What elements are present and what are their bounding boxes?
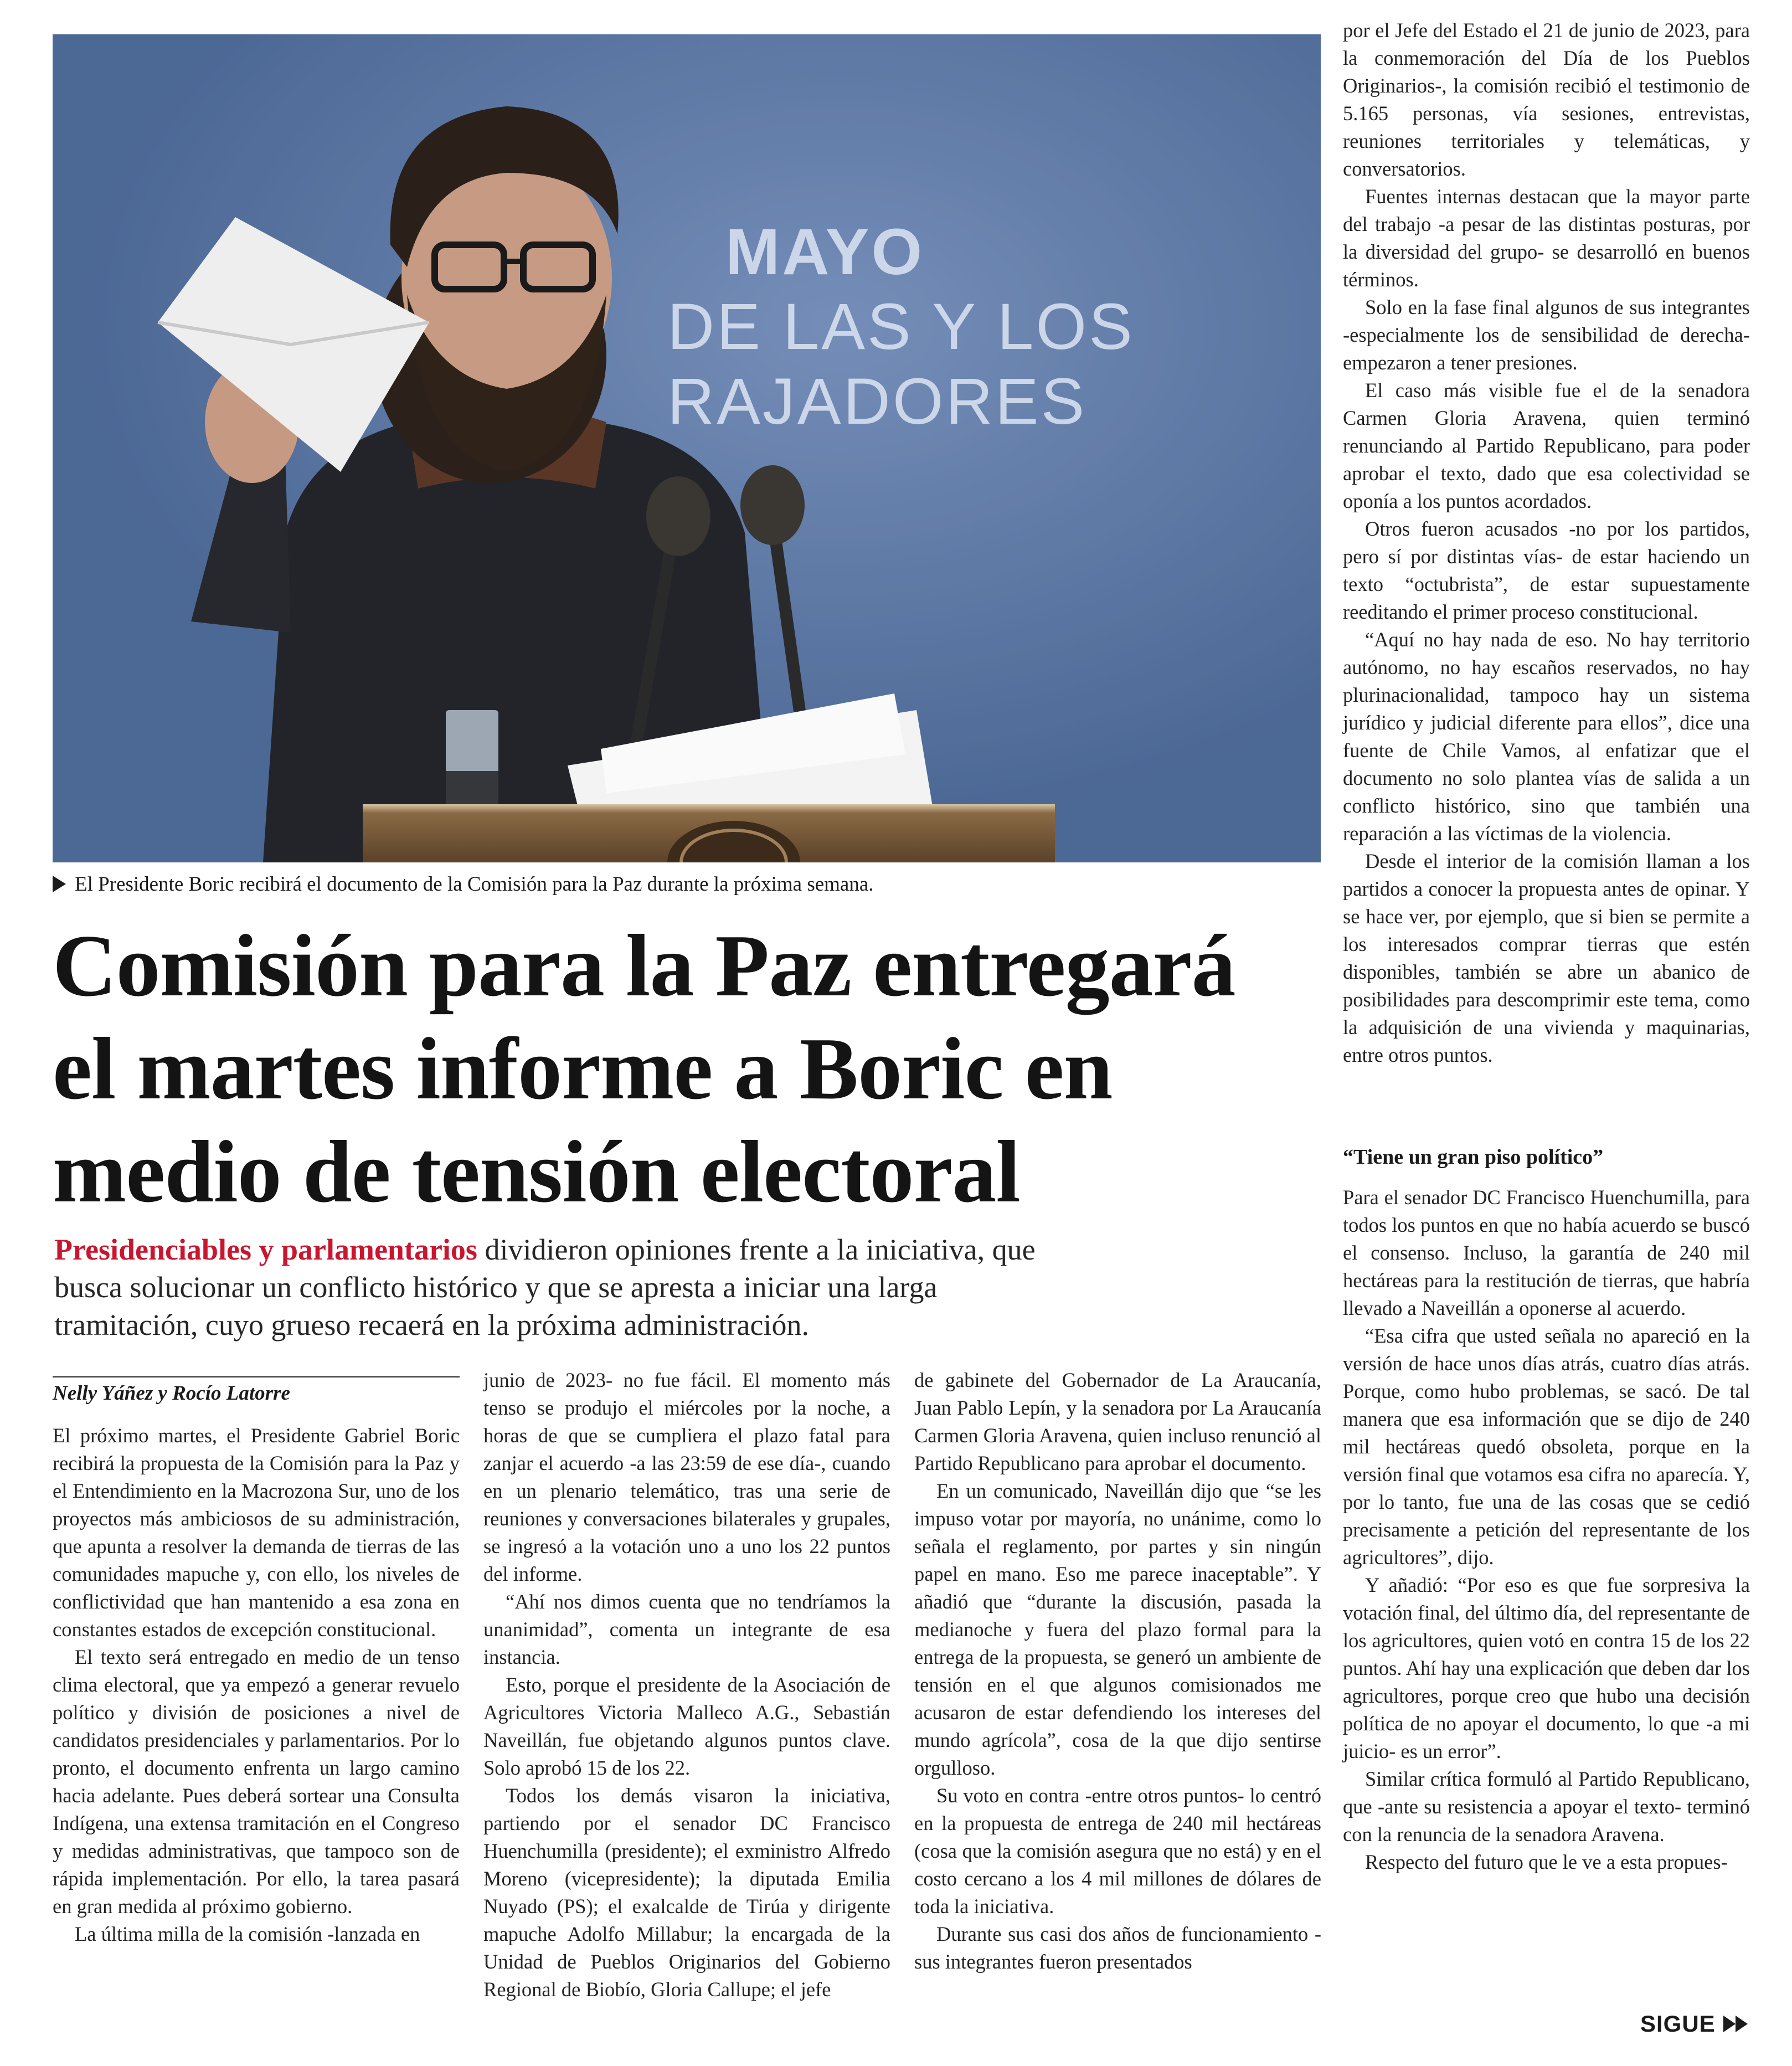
lead-kicker: Presidenciables y parlamentarios xyxy=(54,1233,477,1266)
body-paragraph: de gabinete del Gobernador de La Araucanía, Juan Pablo Lepín, y la senadora por La Araucanía Carmen Gloria Aravena, quien incluso renunció al Partido Republicano para aprobar el documento. xyxy=(914,1369,1321,1474)
lead-line: busca solucionar un conflicto histórico y que se apresta a iniciar una larga xyxy=(54,1271,938,1304)
photo-illustration xyxy=(53,34,1321,862)
body-paragraph: El próximo martes, el Presidente Gabriel Boric recibirá la propuesta de la Comisión para la Paz y el Entendimiento en la Macrozona Sur, uno de los proyectos más ambiciosos de su administración, que apunta a resolver la demanda de tierras de las comunidades mapuche y, con ello, los niveles de conflictividad que han mantenido a esa zona en constantes estados de excepción constitucional. xyxy=(53,1424,460,1641)
body-paragraph: Durante sus casi dos años de funcionamiento -sus integrantes fueron presentados xyxy=(914,1923,1321,1973)
continue-marker xyxy=(1640,2011,1748,2037)
article-column-3 xyxy=(914,1366,1321,1976)
body-paragraph: Para el senador DC Francisco Huenchumilla, para todos los puntos en que no había acuerdo se buscó el consenso. Incluso, la garantía de 240 mil hectáreas para la restitución de tierras, que habría llevado a Naveillán a oponerse al acuerdo. xyxy=(1343,1186,1750,1319)
continue-label: SIGUE xyxy=(1640,2011,1716,2037)
headline-line: el martes informe a Boric en xyxy=(53,1019,1113,1118)
body-paragraph: Otros fueron acusados -no por los partidos, pero sí por distintas vías- de estar haciendo un texto “octubrista”, de estar supuestamente reeditando el primer proceso constitucional. xyxy=(1343,517,1750,623)
body-paragraph: La última milla de la comisión -lanzada en xyxy=(75,1923,420,1945)
body-paragraph: Similar crítica formuló al Partido Republicano, que -ante su resistencia a apoyar el texto- terminó con la renuncia de la senadora Aravena. xyxy=(1343,1767,1750,1846)
body-paragraph: Respecto del futuro que le ve a esta propues- xyxy=(1365,1851,1728,1873)
body-paragraph: El caso más visible fue el de la senadora Carmen Gloria Aravena, quien terminó renunciando al Partido Republicano, para poder aprobar el texto, dado que esa colectividad se oponía a los puntos acordados. xyxy=(1343,379,1750,512)
body-paragraph: Esto, porque el presidente de la Asociación de Agricultores Victoria Malleco A.G., Sebastián Naveillán, fue objetando algunos puntos clave. Solo aprobó 15 de los 22. xyxy=(483,1673,890,1779)
body-paragraph: Fuentes internas destacan que la mayor parte del trabajo -a pesar de las distintas posturas, por la diversidad del grupo- se desarrolló en buenos términos. xyxy=(1343,185,1750,291)
backdrop-text-line-1: MAYO xyxy=(725,215,925,289)
photo-caption xyxy=(53,872,1321,897)
body-paragraph: Y añadió: “Por eso es que fue sorpresiva la votación final, del último día, del representante de los agricultores, quien votó en contra 15 de los 22 puntos. Ahí hay una explicación que deben dar los agricultores, porque creo que hubo una decisión política de no apoyar el documento, lo que -a mi juicio- es un error”. xyxy=(1343,1574,1750,1762)
backdrop-text-line-3: RAJADORES xyxy=(667,365,1087,438)
backdrop-text-line-2: DE LAS Y LOS xyxy=(667,290,1135,363)
body-paragraph: Su voto en contra -entre otros puntos- lo centró en la propuesta de entrega de 240 mil hectáreas (cosa que la comisión asegura que no está) y en el costo cercano a los 4 mil millones de dólares de toda la iniciativa. xyxy=(914,1784,1321,1918)
continue-arrow-icon xyxy=(1736,2016,1748,2032)
body-paragraph: Desde el interior de la comisión llaman a los partidos a conocer la propuesta antes de opinar. Y se hace ver, por ejemplo, que si bien se permite a los interesados comprar tierras que estén disponibles, también se abre un abanico de posibilidades para descomprimir este tema, como la adquisición de una vivienda y maquinarias, entre otros puntos. xyxy=(1343,850,1750,1066)
lead-paragraph xyxy=(54,1231,1322,1344)
headline-line: Comisión para la Paz entregará xyxy=(53,916,1235,1015)
lead-text: dividieron opiniones frente a la iniciativa, que xyxy=(477,1233,1036,1266)
headline-line: medio de tensión electoral xyxy=(53,1122,1020,1221)
lead-line: tramitación, cuyo grueso recaerá en la próxima administración. xyxy=(54,1308,809,1342)
body-paragraph: “Ahí nos dimos cuenta que no tendríamos la unanimidad”, comenta un integrante de esa instancia. xyxy=(483,1590,890,1668)
article-column-4 xyxy=(1343,17,1750,1069)
byline: Nelly Yáñez y Rocío Latorre xyxy=(53,1382,290,1405)
byline-rule xyxy=(53,1376,460,1378)
body-paragraph: “Aquí no hay nada de eso. No hay territorio autónomo, no hay escaños reservados, no hay plurinacionalidad, tampoco hay un sistema jurídico y judicial diferente para ellos”, dice una fuente de Chile Vamos, al enfatizar que el documento no solo plantea vías de salida a un conflicto histórico, sino que también una reparación a las víctimas de la violencia. xyxy=(1343,628,1750,845)
caption-arrow-icon xyxy=(53,876,66,892)
body-paragraph: junio de 2023- no fue fácil. El momento más tenso se produjo el miércoles por la noche, a horas de que se cumpliera el plazo fatal para zanjar el acuerdo -a las 23:59 de ese día-, cuando en un plenario telemático, tras una serie de reuniones y conversaciones bilaterales y grupales, se ingresó a la votación uno a uno los 22 puntos del informe. xyxy=(483,1369,890,1585)
section-subhead: “Tiene un gran piso político” xyxy=(1343,1145,1604,1169)
article-column-4-continued xyxy=(1343,1184,1750,1876)
article-photo xyxy=(53,34,1321,862)
caption-text: El Presidente Boric recibirá el documento de la Comisión para la Paz durante la próxima semana. xyxy=(75,873,874,896)
continue-arrow-icon xyxy=(1723,2016,1736,2032)
body-paragraph: El texto será entregado en medio de un tenso clima electoral, que ya empezó a generar revuelo político y división de posiciones a nivel de candidatos presidenciales y parlamentarios. Por lo pronto, el documento enfrenta un largo camino hacia adelante. Pues deberá sortear una Consulta Indígena, una extensa tramitación en el Congreso y medidas administrativas, que tampoco son de rápida implementación. Por ello, la tarea pasará en gran medida al próximo gobierno. xyxy=(53,1646,460,1918)
body-paragraph: Solo en la fase final algunos de sus integrantes -especialmente los de sensibilidad de derecha- empezaron a tener presiones. xyxy=(1343,296,1750,374)
headline xyxy=(53,914,1326,1223)
body-paragraph: En un comunicado, Naveillán dijo que “se les impuso votar por mayoría, no unánime, como lo señala el reglamento, por partes y sin ningún papel en mano. Eso me parece inaceptable”. Y añadió que “durante la discusión, pasada la medianoche y fuera del plazo formal para la entrega de la propuesta, se generó un ambiente de tensión en el que algunos comisionados me acusaron de estar defendiendo los intereses del mundo agrícola”, cosa de la que dijo sentirse orgulloso. xyxy=(914,1479,1321,1779)
body-paragraph: Todos los demás visaron la iniciativa, partiendo por el senador DC Francisco Huenchumilla (presidente); el exministro Alfredo Moreno (vicepresidente); la diputada Emilia Nuyado (PS); el exalcalde de Tirúa y dirigente mapuche Adolfo Millabur; la encargada de la Unidad de Pueblos Originarios del Gobierno Regional de Biobío, Gloria Callupe; el jefe xyxy=(483,1784,890,2001)
article-column-1 xyxy=(53,1422,460,1948)
lead-line xyxy=(54,1231,1322,1268)
body-paragraph: por el Jefe del Estado el 21 de junio de 2023, para la conmemoración del Día de los Pueblos Originarios-, la comisión recibió el testimonio de 5.165 personas, vía sesiones, entrevistas, reuniones territoriales y telemáticas, y conversatorios. xyxy=(1343,19,1750,180)
body-paragraph: “Esa cifra que usted señala no apareció en la versión de hace unos días atrás, cuatro días atrás. Porque, como hubo problemas, se sacó. De tal manera que esa información que se dijo de 240 mil hectáreas quedó obsoleta, porque en la versión final que votamos esa cifra no aparecía. Y, por lo tanto, fue una de las cosas que se cedió precisamente a petición del representante de los agricultores”, dijo. xyxy=(1343,1324,1750,1569)
article-column-2 xyxy=(483,1366,890,2003)
